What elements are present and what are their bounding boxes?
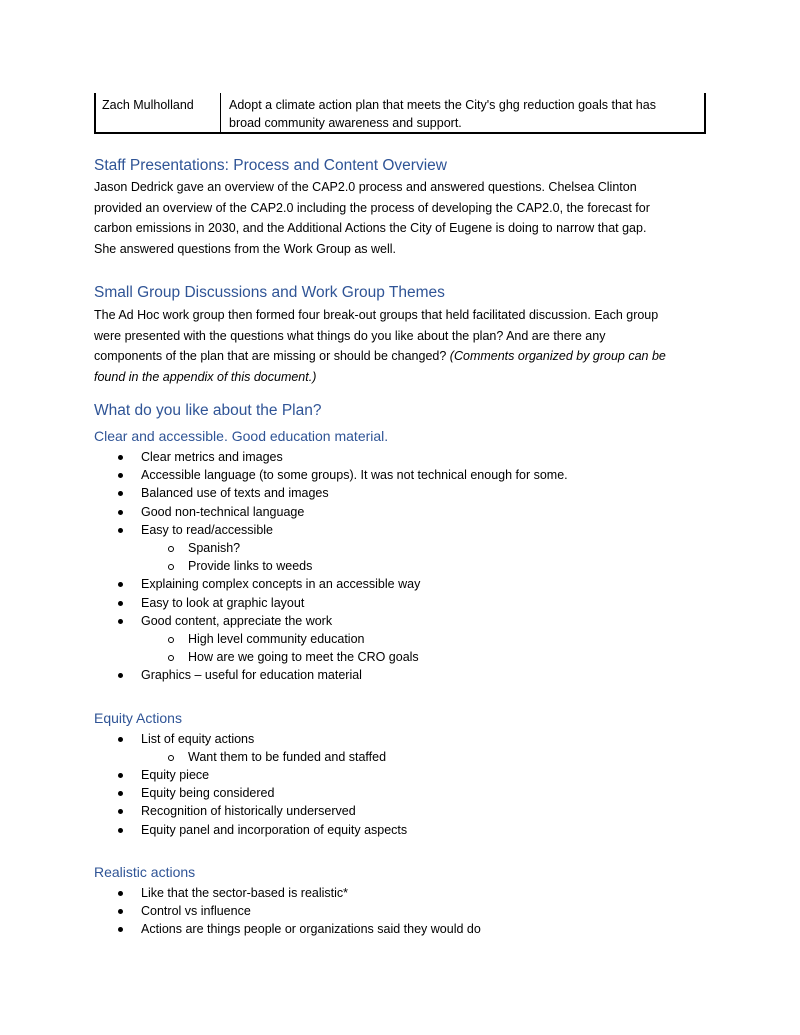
section-heading: Staff Presentations: Process and Content Overview — [94, 157, 447, 174]
bullet-list — [94, 884, 568, 939]
para-italic: (Comments organized by group can be — [449, 349, 666, 364]
subsection — [94, 709, 568, 839]
list-item: Clear metrics and images — [94, 448, 568, 466]
para-italic: found in the appendix of this document.) — [94, 370, 317, 385]
cell-line: Adopt a climate action plan that meets the City's ghg reduction goals that has — [229, 98, 656, 112]
section-heading: Small Group Discussions and Work Group Themes — [94, 284, 445, 301]
subsection — [94, 863, 568, 939]
list-item: Explaining complex concepts in an accessible way — [94, 575, 568, 593]
list-item: Balanced use of texts and images — [94, 484, 568, 502]
list-item: Equity being considered — [94, 784, 568, 802]
para-text: components of the plan that are missing or should be changed? — [94, 349, 450, 364]
sub-list-item: Spanish? — [94, 539, 568, 557]
list-item: Good content, appreciate the work — [94, 612, 568, 630]
list-item: Good non-technical language — [94, 503, 568, 521]
subsection — [94, 427, 568, 685]
subsection-heading: Realistic actions — [94, 863, 196, 880]
para-line: The Ad Hoc work group then formed four break-out groups that held facilitated discussion. Each group — [94, 308, 659, 322]
participants-table — [94, 93, 706, 134]
list-item: Easy to read/accessible — [94, 521, 568, 539]
para-line: were presented with the questions what things do you like about the plan? And are there any — [94, 328, 606, 343]
sub-list-item: Provide links to weeds — [94, 557, 568, 575]
list-item: Easy to look at graphic layout — [94, 594, 568, 612]
list-item: Graphics – useful for education material — [94, 666, 568, 684]
cell-line: broad community awareness and support. — [229, 116, 462, 130]
subsection-heading: Clear and accessible. Good education material. — [94, 428, 389, 444]
list-item: Equity piece — [94, 766, 568, 784]
list-item: Like that the sector-based is realistic* — [94, 884, 568, 902]
para-line: carbon emissions in 2030, and the Additional Actions the City of Eugene is doing to narrow that gap. — [94, 221, 647, 236]
sub-list-item: Want them to be funded and staffed — [94, 748, 568, 766]
sub-list-item: How are we going to meet the CRO goals — [94, 648, 568, 666]
small-group-section — [94, 283, 666, 388]
list-item: Recognition of historically underserved — [94, 802, 568, 820]
staff-section — [94, 156, 650, 260]
bullet-list — [94, 730, 568, 839]
table-cell-goal — [222, 93, 704, 132]
sub-list-item: High level community education — [94, 630, 568, 648]
para-line: She answered questions from the Work Group as well. — [94, 242, 396, 257]
para-line: Jason Dedrick gave an overview of the CAP2.0 process and answered questions. Chelsea Clinton — [94, 180, 637, 194]
section-heading: What do you like about the Plan? — [94, 402, 322, 419]
list-item: Control vs influence — [94, 902, 568, 920]
subsection-heading: Equity Actions — [94, 709, 182, 726]
list-item: Equity panel and incorporation of equity aspects — [94, 821, 568, 839]
list-item: Accessible language (to some groups). It was not technical enough for some. — [94, 466, 568, 484]
table-cell-name: Zach Mulholland — [96, 93, 221, 132]
para-line — [94, 367, 666, 388]
para-line: provided an overview of the CAP2.0 including the process of developing the CAP2.0, the forecast for — [94, 200, 650, 215]
list-item: Actions are things people or organizations said they would do — [94, 920, 568, 938]
list-item: List of equity actions — [94, 730, 568, 748]
bullet-list — [94, 448, 568, 685]
para-line — [94, 346, 666, 367]
like-section — [94, 401, 568, 938]
